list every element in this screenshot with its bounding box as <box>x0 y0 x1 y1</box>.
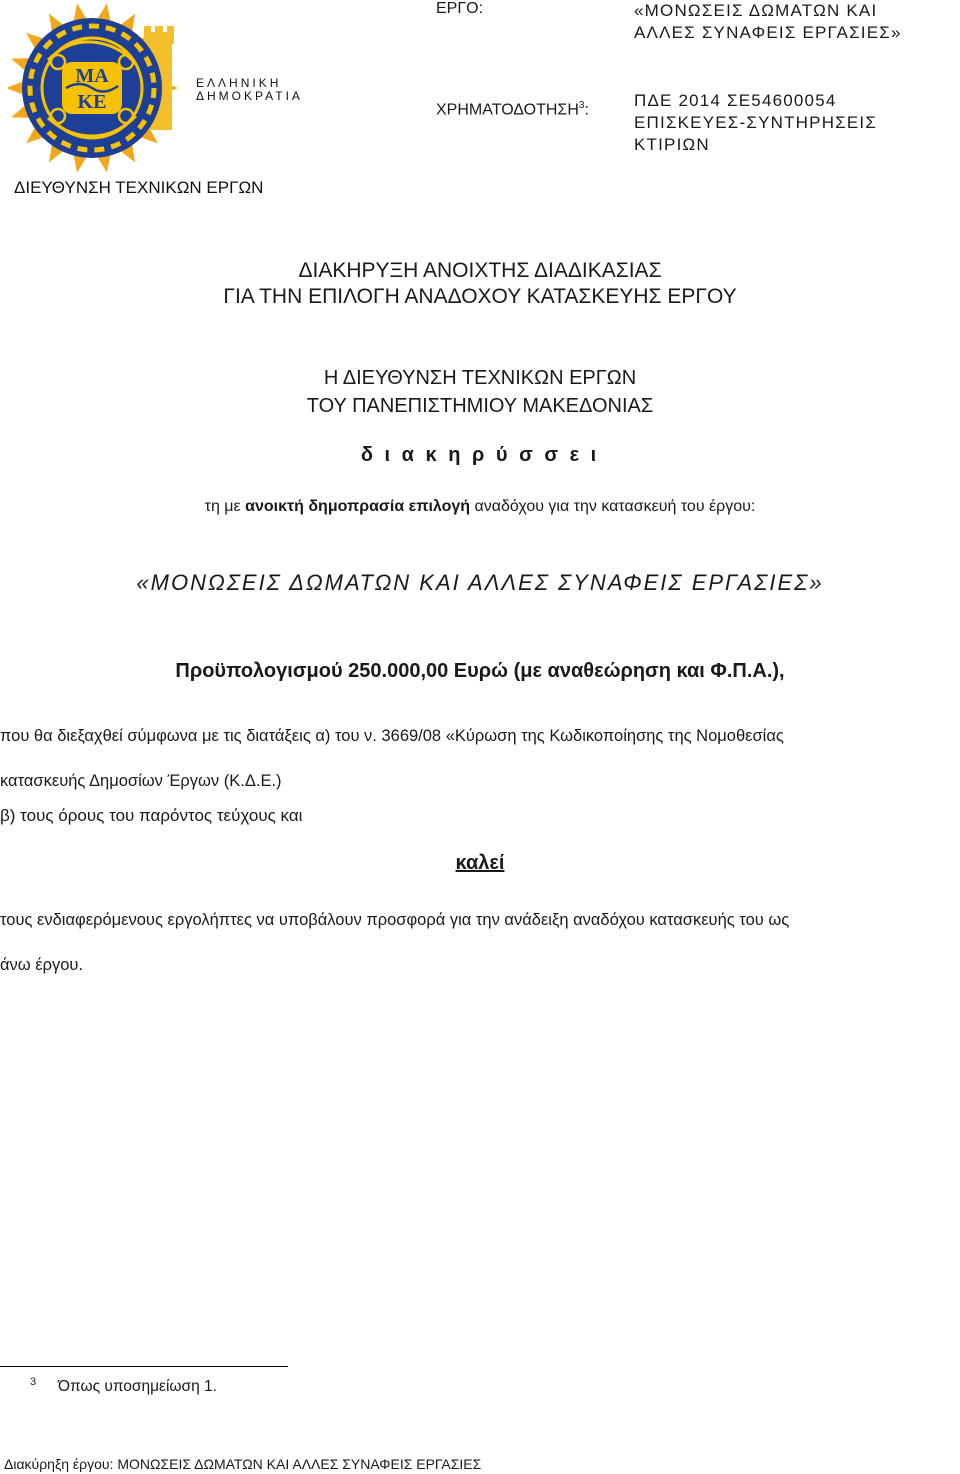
project-title <box>634 0 902 44</box>
project-title-line-2: ΑΛΛΕΣ ΣΥΝΑΦΕΙΣ ΕΡΓΑΣΙΕΣ» <box>634 23 902 42</box>
call-line-2: άνω έργου. <box>0 956 84 974</box>
funding-line-3: ΚΤΙΡΙΩΝ <box>634 135 710 154</box>
procedure-type: ανοικτή δημοπρασία επιλογή <box>245 498 471 515</box>
invites-heading: καλεί <box>455 852 505 874</box>
funding-line-1: ΠΔΕ 2014 ΣΕ54600054 <box>634 91 837 110</box>
project-label: ΕΡΓΟ: <box>436 0 484 17</box>
law-paragraph <box>0 714 960 804</box>
funding-label-text: ΧΡΗΜΑΤΟΔΟΤΗΣΗ <box>436 101 579 119</box>
republic-line-2: ΔΗΜΟΚΡΑΤΙΑ <box>196 89 303 103</box>
logo-monogram-bottom: ΚΕ <box>77 91 107 113</box>
document-title-line-2: ΓΙΑ ΤΗΝ ΕΠΙΛΟΓΗ ΑΝΑΔΟΧΟΥ ΚΑΤΑΣΚΕΥΗΣ ΕΡΓΟΥ <box>223 285 737 308</box>
footnote-text: Όπως υποσημείωση 1. <box>58 1378 217 1395</box>
authority-line-1: Η ΔΙΕΥΘΥΝΣΗ ΤΕΧΝΙΚΩΝ ΕΡΓΩΝ <box>323 367 637 389</box>
project-title-line-1: «ΜΟΝΩΣΕΙΣ ΔΩΜΑΤΩΝ ΚΑΙ <box>634 1 878 20</box>
republic-line-1: ΕΛΛΗΝΙΚΗ <box>196 76 282 90</box>
project-name: «ΜΟΝΩΣΕΙΣ ΔΩΜΑΤΩΝ ΚΑΙ ΑΛΛΕΣ ΣΥΝΑΦΕΙΣ ΕΡΓΑΣΙΕΣ» <box>136 570 824 595</box>
footer-label: Διακύρηξη έργου: <box>4 1456 114 1472</box>
department-name: ΔΙΕΥΘΥΝΣΗ ΤΕΧΝΙΚΩΝ ΕΡΓΩΝ <box>14 178 264 197</box>
call-line-1: τους ενδιαφερόμενους εργολήπτες να υποβάλουν προσφορά για την ανάδειξη αναδόχου κατασκευής του ως <box>0 911 790 929</box>
law-line-2: κατασκευής Δημοσίων Έργων (Κ.Δ.Ε.) <box>0 772 282 790</box>
procedure-intro <box>0 498 960 516</box>
terms-line: β) τους όρους του παρόντος τεύχους και <box>0 806 303 825</box>
footnote-separator <box>0 1366 288 1367</box>
declares-heading: δ ι α κ η ρ ύ σ σ ε ι <box>360 444 600 466</box>
footnote-ref: 3 <box>578 100 585 111</box>
page-footer <box>4 1456 481 1472</box>
document-title <box>0 258 960 310</box>
intro-text-2: αναδόχου για την κατασκευή του έργου: <box>470 498 756 515</box>
contracting-authority <box>0 364 960 420</box>
call-paragraph <box>0 898 960 988</box>
authority-line-2: ΤΟΥ ΠΑΝΕΠΙΣΤΗΜΙΟΥ ΜΑΚΕΔΟΝΙΑΣ <box>306 395 654 417</box>
republic-name <box>196 77 303 103</box>
budget-line: Προϋπολογισμού 250.000,00 Ευρώ (με αναθεώρηση και Φ.Π.Α.), <box>175 660 785 682</box>
funding-label-colon: : <box>584 101 589 119</box>
funding-details <box>634 90 877 156</box>
footer-value: ΜΟΝΩΣΕΙΣ ΔΩΜΑΤΩΝ ΚΑΙ ΑΛΛΕΣ ΣΥΝΑΦΕΙΣ ΕΡΓΑΣΙΕΣ <box>117 1456 482 1472</box>
funding-line-2: ΕΠΙΣΚΕΥΕΣ-ΣΥΝΤΗΡΗΣΕΙΣ <box>634 113 878 132</box>
document-title-line-1: ΔΙΑΚΗΡΥΞΗ ΑΝΟΙΧΤΗΣ ΔΙΑΔΙΚΑΣΙΑΣ <box>298 259 662 282</box>
law-line-1: που θα διεξαχθεί σύμφωνα με τις διατάξεις α) του ν. 3669/08 «Κύρωση της Κωδικοποίησης της Νομοθεσίας <box>0 727 784 745</box>
university-logo <box>8 0 188 172</box>
logo-monogram-top: ΜΑ <box>75 65 109 87</box>
funding-label <box>436 100 589 119</box>
footnote-number: 3 <box>30 1376 37 1388</box>
intro-text-1: τη με <box>204 498 246 515</box>
